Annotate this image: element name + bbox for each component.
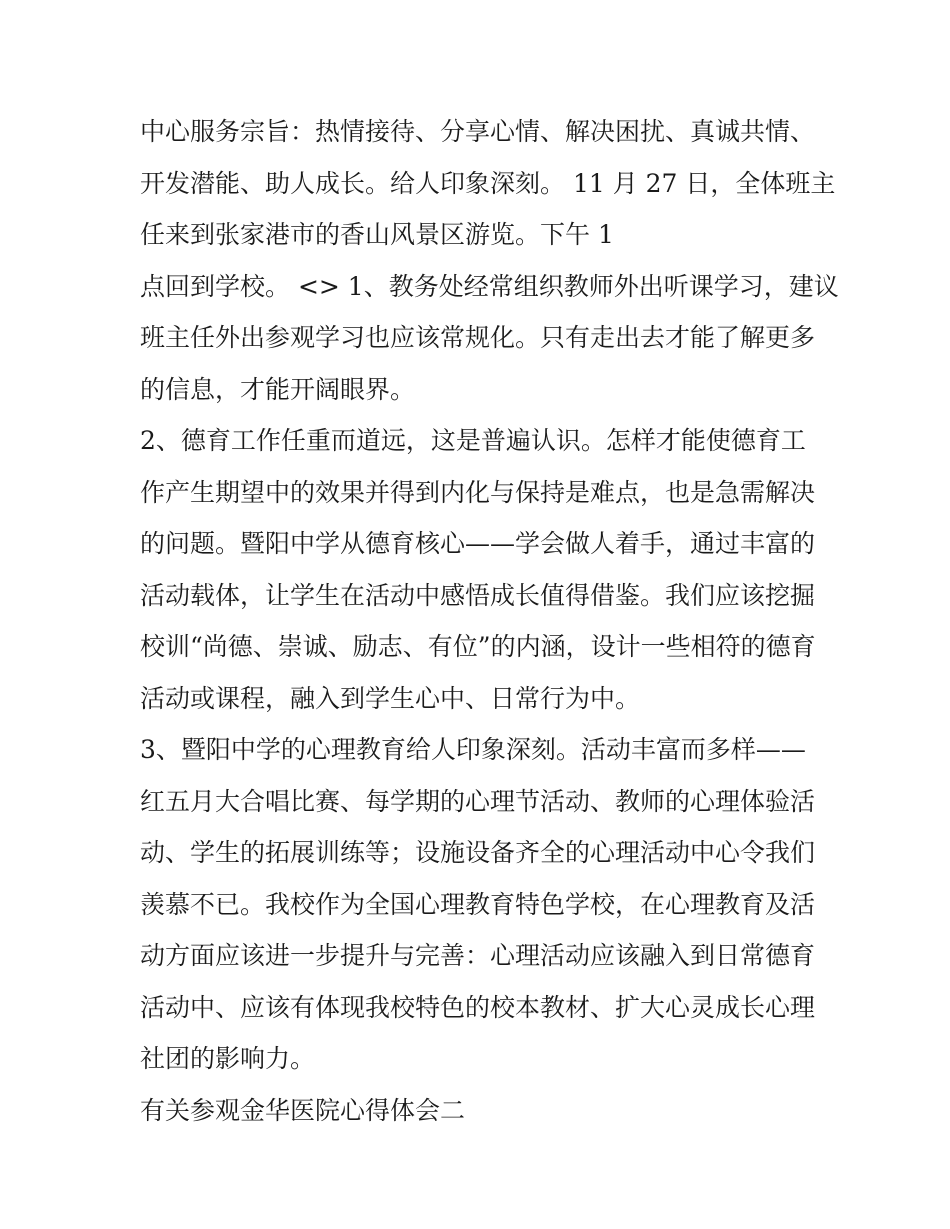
text-line: 校训“尚德、崇诚、励志、有位”的内涵，设计一些相符的德育 [140, 632, 816, 661]
text-line: 班主任外出参观学习也应该常规化。只有走出去才能了解更多 [140, 323, 816, 352]
text-line: 点回到学校。 <> 1、教务处经常组织教师外出听课学习，建议 [140, 271, 839, 301]
paragraph-psychology-education [140, 724, 830, 1085]
text-line: 活动中、应该有体现我校特色的校本教材、扩大心灵成长心理 [140, 992, 816, 1022]
text-line: 活动载体，让学生在活动中感悟成长值得借鉴。我们应该挖掘 [140, 580, 816, 610]
text-line: 3、暨阳中学的心理教育给人印象深刻。活动丰富而多样—— [140, 735, 806, 764]
text-line: 动方面应该进一步提升与完善：心理活动应该融入到日常德育 [140, 941, 816, 970]
paragraph-intro [140, 106, 839, 415]
text-line: 中心服务宗旨：热情接待、分享心情、解决困扰、真诚共情、 [140, 117, 816, 146]
text-line: 作产生期望中的效果并得到内化与保持是难点，也是急需解决 [140, 477, 816, 507]
document-body [140, 106, 839, 1136]
text-line: 羡慕不已。我校作为全国心理教育特色学校，在心理教育及活 [140, 889, 816, 919]
section-heading [140, 1085, 830, 1137]
text-line: 任来到张家港市的香山风景区游览。下午 1 [140, 220, 614, 249]
text-line: 的信息，才能开阔眼界。 [140, 374, 416, 404]
text-line: 2、德育工作任重而道远，这是普遍认识。怎样才能使德育工 [140, 426, 806, 455]
text-line: 活动或课程，融入到学生心中、日常行为中。 [140, 683, 641, 713]
text-line: 的问题。暨阳中学从德育核心——学会做人着手，通过丰富的 [140, 529, 816, 558]
paragraph-moral-education [140, 415, 830, 724]
text-line: 红五月大合唱比赛、每学期的心理节活动、教师的心理体验活 [140, 786, 816, 816]
text-line: 动、学生的拓展训练等；设施设备齐全的心理活动中心令我们 [140, 838, 816, 867]
heading-line: 有关参观金华医院心得体会二 [140, 1095, 466, 1125]
text-line: 开发潜能、助人成长。给人印象深刻。 11 月 27 日，全体班主 [140, 168, 836, 198]
text-line: 社团的影响力。 [140, 1044, 316, 1073]
